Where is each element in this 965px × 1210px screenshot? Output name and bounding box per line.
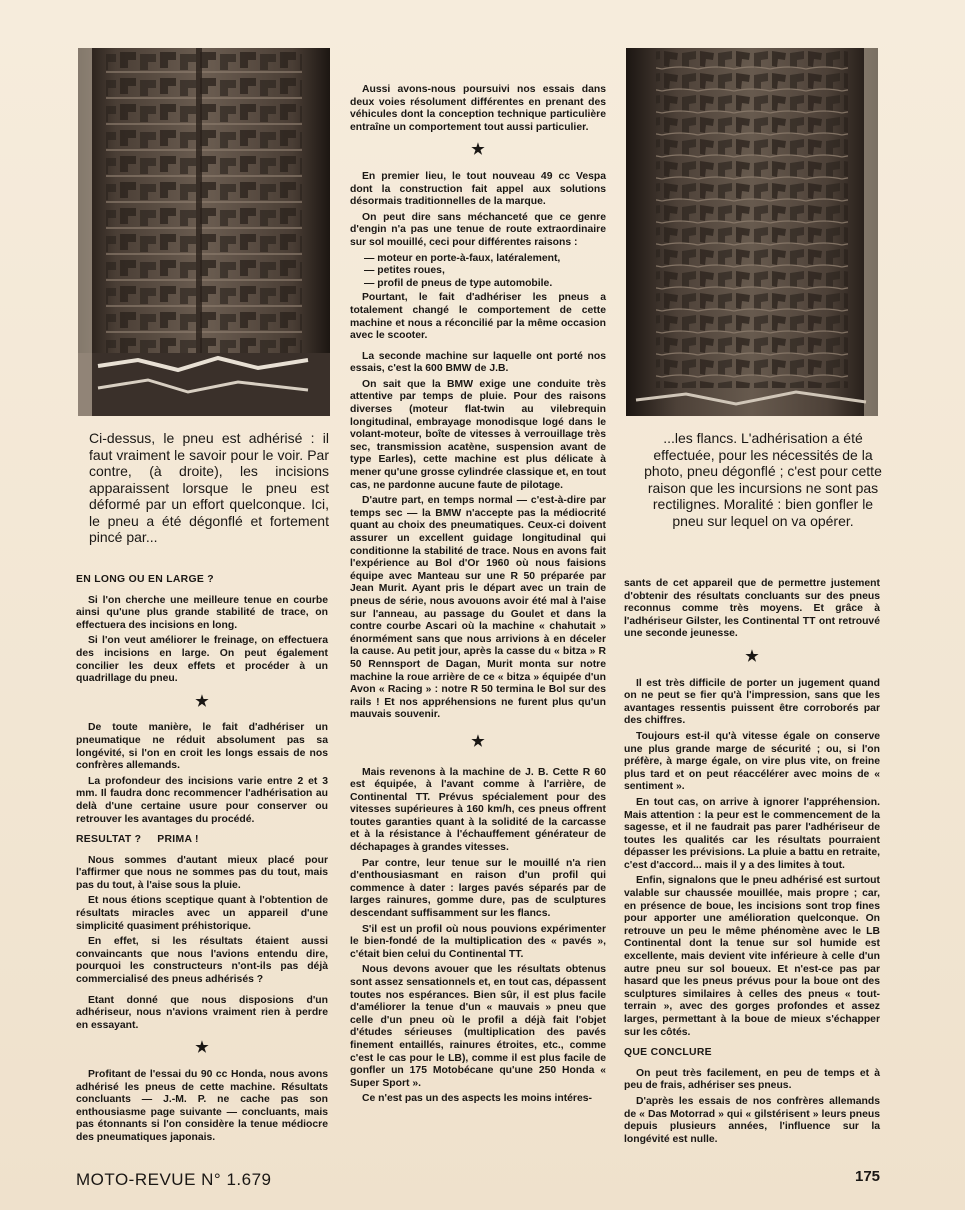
tire-tread-image — [78, 48, 330, 416]
star-separator: ★ — [195, 1039, 209, 1057]
star-separator: ★ — [195, 692, 209, 710]
paragraph: Enfin, signalons que le pneu adhérisé est surtout valable sur chaussée mouillée, mais propre ; car, en présence de boue, les incisions sont trop fines pour apporter une amélioration quelconque. On retrouve un peu le même phénomène avec le LB Continental dont la tenue sur sol humide est excellente, mais devient vite inférieure à celle d'un autre pneu sur sol boueux. Et n'est-ce pas par hasard que les pneus prévus pour la boue ont des sculptures similaires à celles des pneus « tout-terrain », avec des gorges profondes et assez larges, permettant à la boue de mieux s'échapper sur les côtés. — [624, 875, 880, 1038]
paragraph: sants de cet appareil que de permettre justement d'obtenir des résultats concluants sur des pneus reconnus comme très moyens. Et grâce à l'adhériseur Gilster, les Continental TT ont retrouvé une seconde jeunesse. — [624, 578, 880, 640]
section-heading: EN LONG OU EN LARGE ? — [76, 574, 214, 585]
reasons-list — [350, 253, 606, 291]
paragraph: La seconde machine sur laquelle ont porté nos essais, c'est la 600 BMW de J.B. — [350, 350, 606, 375]
paragraph: On peut dire sans méchanceté que ce genre d'engin n'a pas une tenue de route extraordinaire sur sol mouillé, ceci pour différentes raisons : — [350, 211, 606, 248]
paragraph: Toujours est-il qu'à vitesse égale on conserve une plus grande marge de sécurité ; ou, si l'on préfère, à marge égale, on vire plus vite, on freine plus tard et on peut réaccélérer avec moins de « sentiment ». — [624, 730, 880, 793]
star-separator: ★ — [471, 732, 485, 750]
paragraph: En premier lieu, le tout nouveau 49 cc Vespa dont la construction fait appel aux solutions désormais traditionnelles de la marque. — [350, 170, 606, 208]
paragraph: Aussi avons-nous poursuivi nos essais dans deux voies résolument différentes en prenant des véhicules dont la conception technique particulière entraîne un comportement tout aussi particulier. — [350, 84, 606, 133]
paragraph: Si l'on veut améliorer le freinage, on effectuera des incisions en large. On peut également concilier les deux effets et procéder à un quadrillage du pneu. — [76, 635, 328, 685]
right-photo-caption: ...les flancs. L'adhérisation a été effectuée, pour les nécessités de la photo, pneu dégonflé ; c'est pour cette raison que les incursions ne sont pas rectilignes. Moralité : bien gonfler le pneu sur lequel on va opérer. — [644, 430, 882, 529]
paragraph: On peut très facilement, en peu de temps et à peu de frais, adhériser ses pneus. — [624, 1067, 880, 1092]
paragraph: La profondeur des incisions varie entre 2 et 3 mm. Il faudra donc recommencer l'adhérisation au delà d'une certaine usure pour conserver ou retrouver les avantages du procédé. — [76, 775, 328, 825]
left-photo-caption: Ci-dessus, le pneu est adhérisé : il faut vraiment le savoir pour le voir. Par contre, (à droite), les incisions apparaissent lorsque le pneu est déformé par un effort quelconque. Ici, le pneu a été dégonflé et fortement pincé par... — [89, 430, 329, 545]
paragraph: Pourtant, le fait d'adhériser les pneus a totalement changé le comportement de cette machine et nous a réconcilié par la même occasion avec le scooter. — [350, 292, 606, 342]
paragraph: Profitant de l'essai du 90 cc Honda, nous avons adhérisé les pneus de cette machine. Résultats concluants — J.-M. P. ne cache pas son enthousiasme page suivante — concluants, mais pas étonnants si l'on considère la tenue médiocre des pneumatiques japonais. — [76, 1069, 328, 1143]
paragraph: Si l'on cherche une meilleure tenue en courbe ainsi qu'une plus grande stabilité de trace, on effectuera des incisions en long. — [76, 594, 328, 631]
section-heading: RESULTAT ? PRIMA ! — [76, 834, 199, 846]
paragraph: S'il est un profil où nous pouvions expérimenter le bien-fondé de la multiplication des « pavés », c'était bien celui du Continental TT. — [350, 923, 606, 960]
column-3 — [624, 578, 880, 1149]
list-item: — moteur en porte-à-faux, latéralement, — [364, 252, 561, 264]
paragraph: On sait que la BMW exige une conduite très attentive par temps de pluie. Pour des raisons diverses (moteur flat-twin au vilebrequin longitudinal, embrayage monodisque logé dans le volant-moteur, boîte de vitesses à verrouillage très sec, transmission acatène, suspension avant de type Earles), cette machine est plus délicate à mener qu'une grosse cylindrée classique et, en tout cas, ne pardonne aucune faute de pilotage. — [350, 378, 606, 491]
left-tire-photo — [78, 48, 330, 416]
paragraph: Et nous étions sceptique quant à l'obtention de résultats miracles avec un appareil d'une simplicité quasiment préhistorique. — [76, 895, 328, 932]
magazine-issue: MOTO-REVUE N° 1.679 — [76, 1170, 272, 1189]
section-heading: QUE CONCLURE — [624, 1047, 712, 1059]
star-separator: ★ — [471, 141, 485, 159]
paragraph: Mais revenons à la machine de J. B. Cette R 60 est équipée, à l'avant comme à l'arrière, de Continental TT. Prévus spécialement pour des vitesses supérieures à 160 km/h, ces pneus offrent toutes garanties quant à la solidité de la carcasse et à la résistance à l'échauffement générateur de déchapages à grandes vitesses. — [350, 766, 606, 854]
column-2 — [350, 84, 606, 1109]
paragraph: Etant donné que nous disposions d'un adhériseur, nous n'avions vraiment rien à perdre en essayant. — [76, 994, 328, 1031]
paragraph: Il est très difficile de porter un jugement quand on ne peut se fier qu'à l'impression, sans que les avantages ressentis puissent être corroborés par des chiffres. — [624, 677, 880, 727]
paragraph: Par contre, leur tenue sur le mouillé n'a rien d'enthousiasmant en raison d'un profil qui commence à dater : larges pavés séparés par de larges rainures, gomme dure, pas de sculptures descendant suffisamment sur les flancs. — [350, 857, 606, 920]
paragraph: En tout cas, on arrive à ignorer l'appréhension. Mais attention : la peur est le commencement de la sagesse, et il ne faudrait pas parer l'adhériseur de toutes les qualités car les résultats pourraient dépasser les prévisions. La pluie a battu en retraite, c'est d'accord... mais il y a des limites à tout. — [624, 796, 880, 871]
paragraph: De toute manière, le fait d'adhériser un pneumatique ne réduit absolument pas sa longévité, si l'on en croit les longs essais de nos confrères allemands. — [76, 722, 328, 772]
page-number: 175 — [855, 1168, 881, 1185]
paragraph: D'après les essais de nos confrères allemands de « Das Motorrad » qui « gilstérisent » leurs pneus depuis plusieurs années, l'influence sur la longévité est nulle. — [624, 1095, 880, 1145]
paragraph: Nous sommes d'autant mieux placé pour l'affirmer que nous ne sommes pas du tout, mais pas du tout, à l'aise sous la pluie. — [76, 854, 328, 891]
list-item: — petites roues, — [364, 265, 445, 277]
paragraph: En effet, si les résultats étaient aussi convaincants que nous l'avions entendu dire, pourquoi les constructeurs n'ont-ils pas déjà commercialisé des pneus adhérisés ? — [76, 936, 328, 986]
tire-tread-image — [626, 48, 878, 416]
right-tire-photo — [626, 48, 878, 416]
list-item: — profil de pneus de type automobile. — [364, 277, 553, 289]
paragraph: Nous devons avouer que les résultats obtenus sont assez sensationnels et, en tout cas, dépassent toutes nos espérances. Bien sûr, il est plus facile d'améliorer la tenue d'un « mauvais » pneu que celle d'un pneu où le profil a déjà fait l'objet d'études sérieuses (multiplication des pavés finement entaillés, rainures étroites, etc., comme c'est le cas pour le LB), comme il est plus facile de gonfler un 175 Motobécane qu'une 250 Honda « Super Sport ». — [350, 964, 606, 1089]
column-1 — [76, 566, 328, 1148]
star-separator: ★ — [745, 647, 759, 665]
paragraph: Ce n'est pas un des aspects les moins intéres- — [362, 1093, 592, 1105]
paragraph: D'autre part, en temps normal — c'est-à-dire par temps sec — la BMW n'accepte pas la médiocrité quant au choix des pneumatiques. Ceux-ci doivent assurer un excellent guidage longitudinal qui conditionne la stabilité de trace. Nous en avons fait l'expérience au Bol d'Or 1960 où nous faisions équipe avec Manteau sur une R 50 préparée par Jean Murit. Ayant pris le départ avec un train de pneus de série, nous avouons avoir été mal à l'aise sur l'anneau, au passage du Goulet et dans la contre courbe Ascari où la machine « chahutait » énormément sans que nous arrivions à en déceler la cause. Au petit jour, après la casse du « bitza » R 50 Rennsport de Dagan, Murit monta sur notre machine la roue arrière de ce « bitza » équipée d'un Avon « Racing » : notre R 50 termina le Bol sur des rails ! Et nos appréhensions ne furent plus qu'un mauvais souvenir. — [350, 495, 606, 721]
